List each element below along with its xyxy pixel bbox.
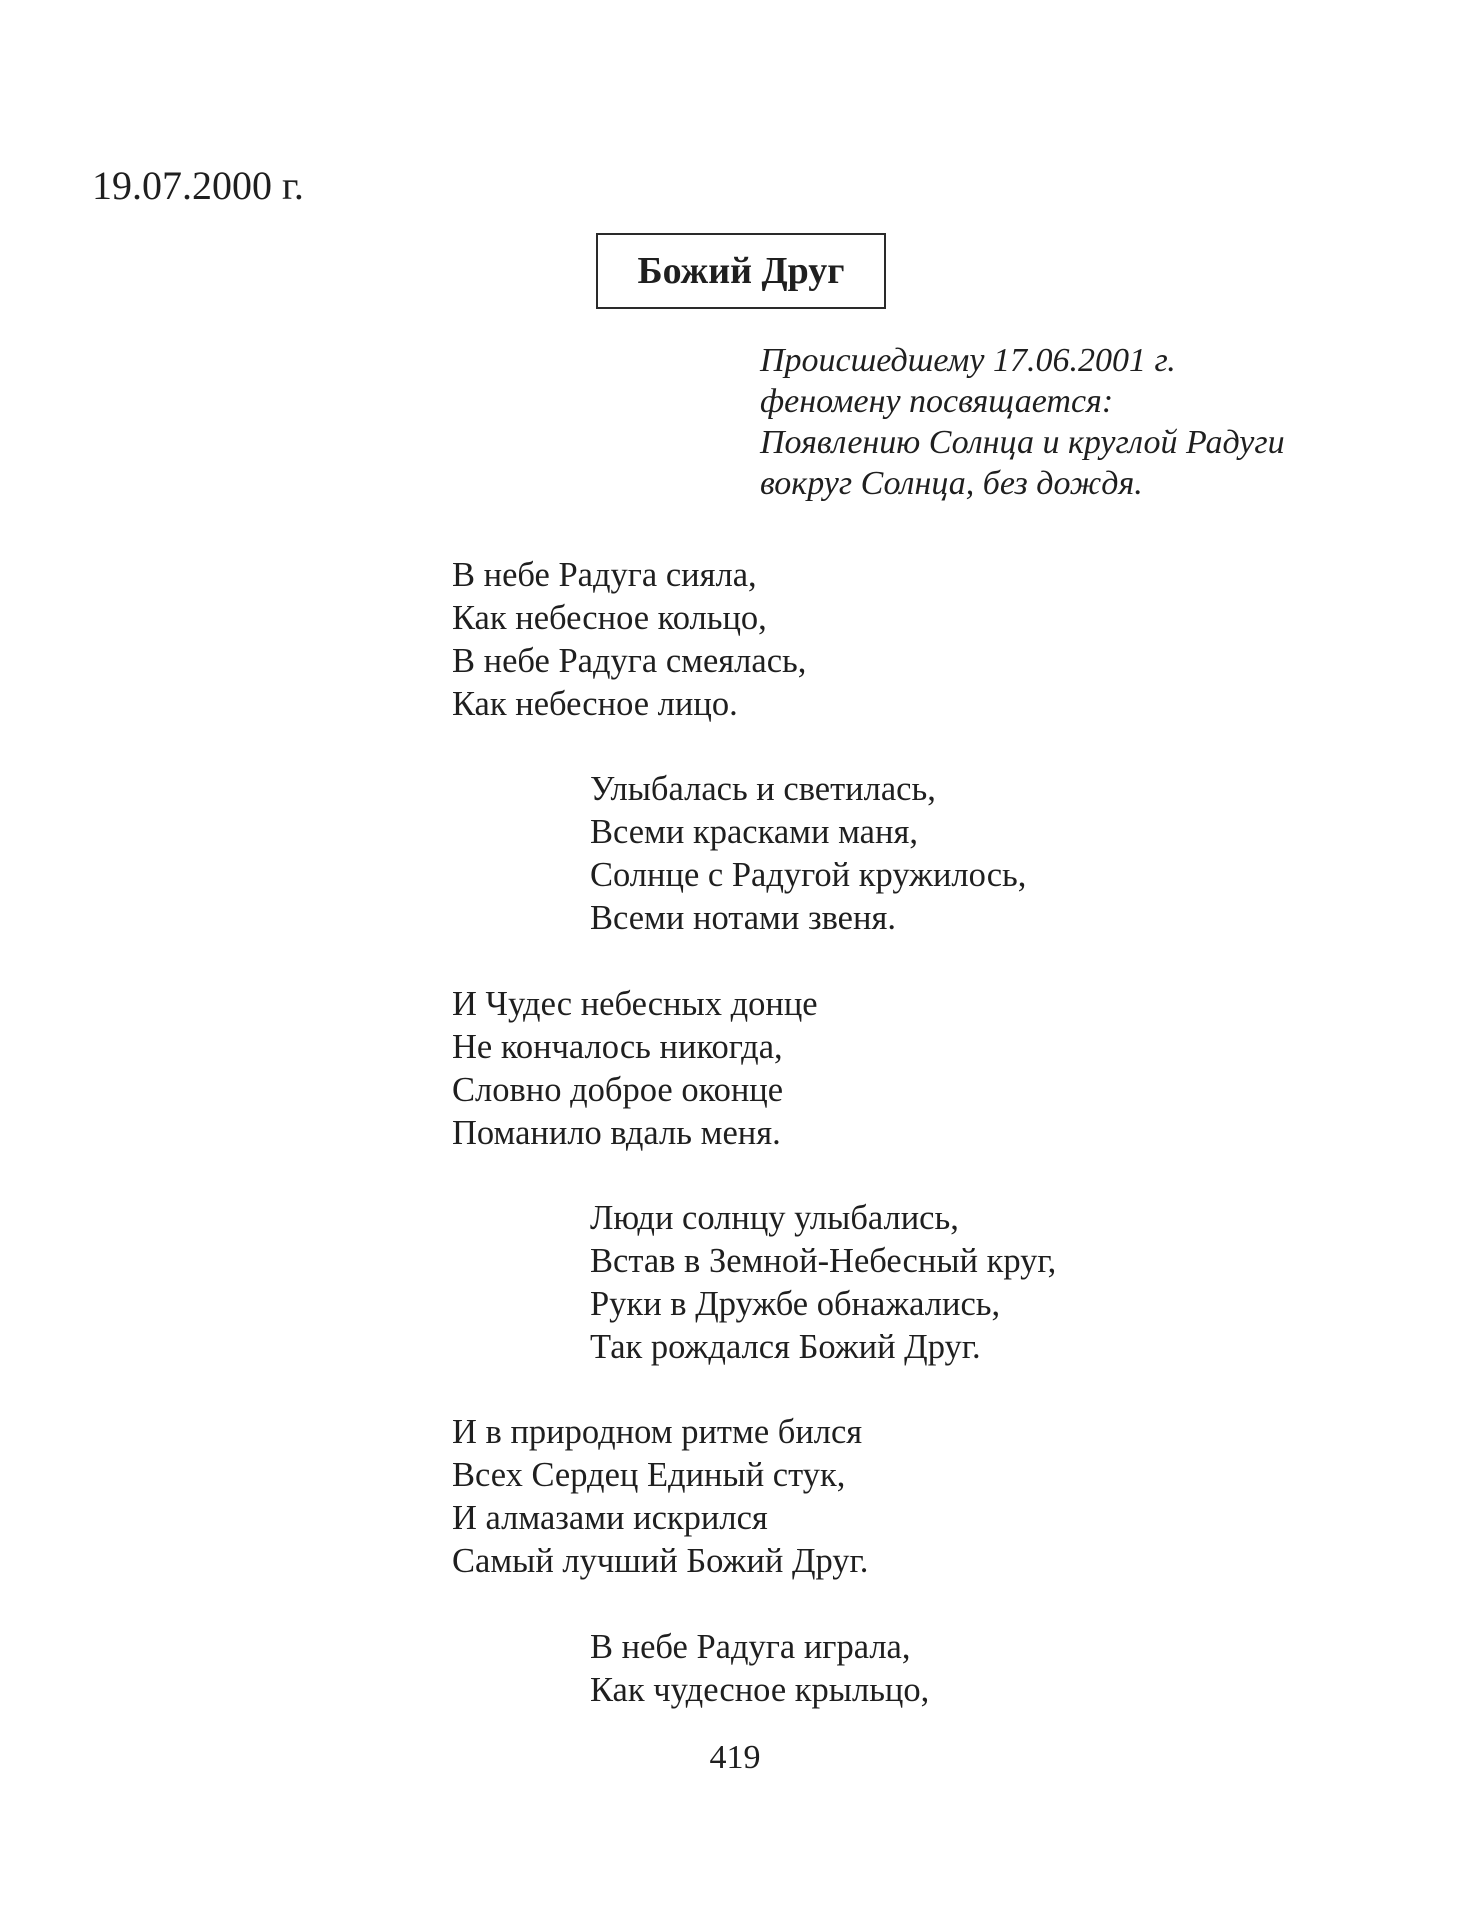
verse-line: Как небесное лицо.: [452, 685, 738, 723]
verse-line: Словно доброе оконце: [452, 1071, 784, 1109]
verse-line: Встав в Земной-Небесный круг,: [590, 1242, 1057, 1280]
poem-title: Божий Друг: [637, 250, 845, 292]
verse-line: В небе Радуга смеялась,: [452, 642, 807, 680]
verse-line: И Чудес небесных донце: [452, 985, 818, 1023]
dedication-line: феномену посвящается:: [760, 383, 1114, 420]
verse-line: Всех Сердец Единый стук,: [452, 1456, 846, 1494]
verse-line: Как чудесное крыльцо,: [590, 1671, 930, 1709]
verse-line: Так рождался Божий Друг.: [590, 1328, 981, 1366]
verse-line: Не кончалось никогда,: [452, 1028, 783, 1066]
verse-line: Всеми нотами звеня.: [590, 899, 896, 937]
verse-line: Как небесное кольцо,: [452, 599, 767, 637]
dedication-line: Происшедшему 17.06.2001 г.: [760, 342, 1176, 379]
verse-line: В небе Радуга сияла,: [452, 556, 757, 594]
verse-line: Самый лучший Божий Друг.: [452, 1542, 869, 1580]
verse-line: Солнце с Радугой кружилось,: [590, 856, 1027, 894]
dedication: [760, 340, 1285, 504]
stanza-5: [452, 1411, 868, 1583]
verse-line: И алмазами искрился: [452, 1499, 768, 1537]
title-box: [596, 233, 886, 309]
stanza-2: [590, 768, 1026, 940]
dedication-line: Появлению Солнца и круглой Радуги: [760, 424, 1285, 461]
stanza-3: [452, 983, 818, 1155]
verse-line: И в природном ритме бился: [452, 1413, 863, 1451]
stanza-1: [452, 554, 806, 726]
verse-line: Всеми красками маня,: [590, 813, 918, 851]
verse-line: Поманило вдаль меня.: [452, 1114, 781, 1152]
verse-line: Люди солнцу улыбались,: [590, 1199, 959, 1237]
stanza-4: [590, 1197, 1056, 1369]
verse-line: Улыбалась и светилась,: [590, 770, 936, 808]
page-number: 419: [709, 1739, 761, 1776]
date-heading: 19.07.2000 г.: [92, 163, 304, 208]
stanza-6: [590, 1626, 929, 1712]
dedication-line: вокруг Солнца, без дождя.: [760, 465, 1143, 502]
verse-line: В небе Радуга играла,: [590, 1628, 911, 1666]
verse-line: Руки в Дружбе обнажались,: [590, 1285, 1001, 1323]
